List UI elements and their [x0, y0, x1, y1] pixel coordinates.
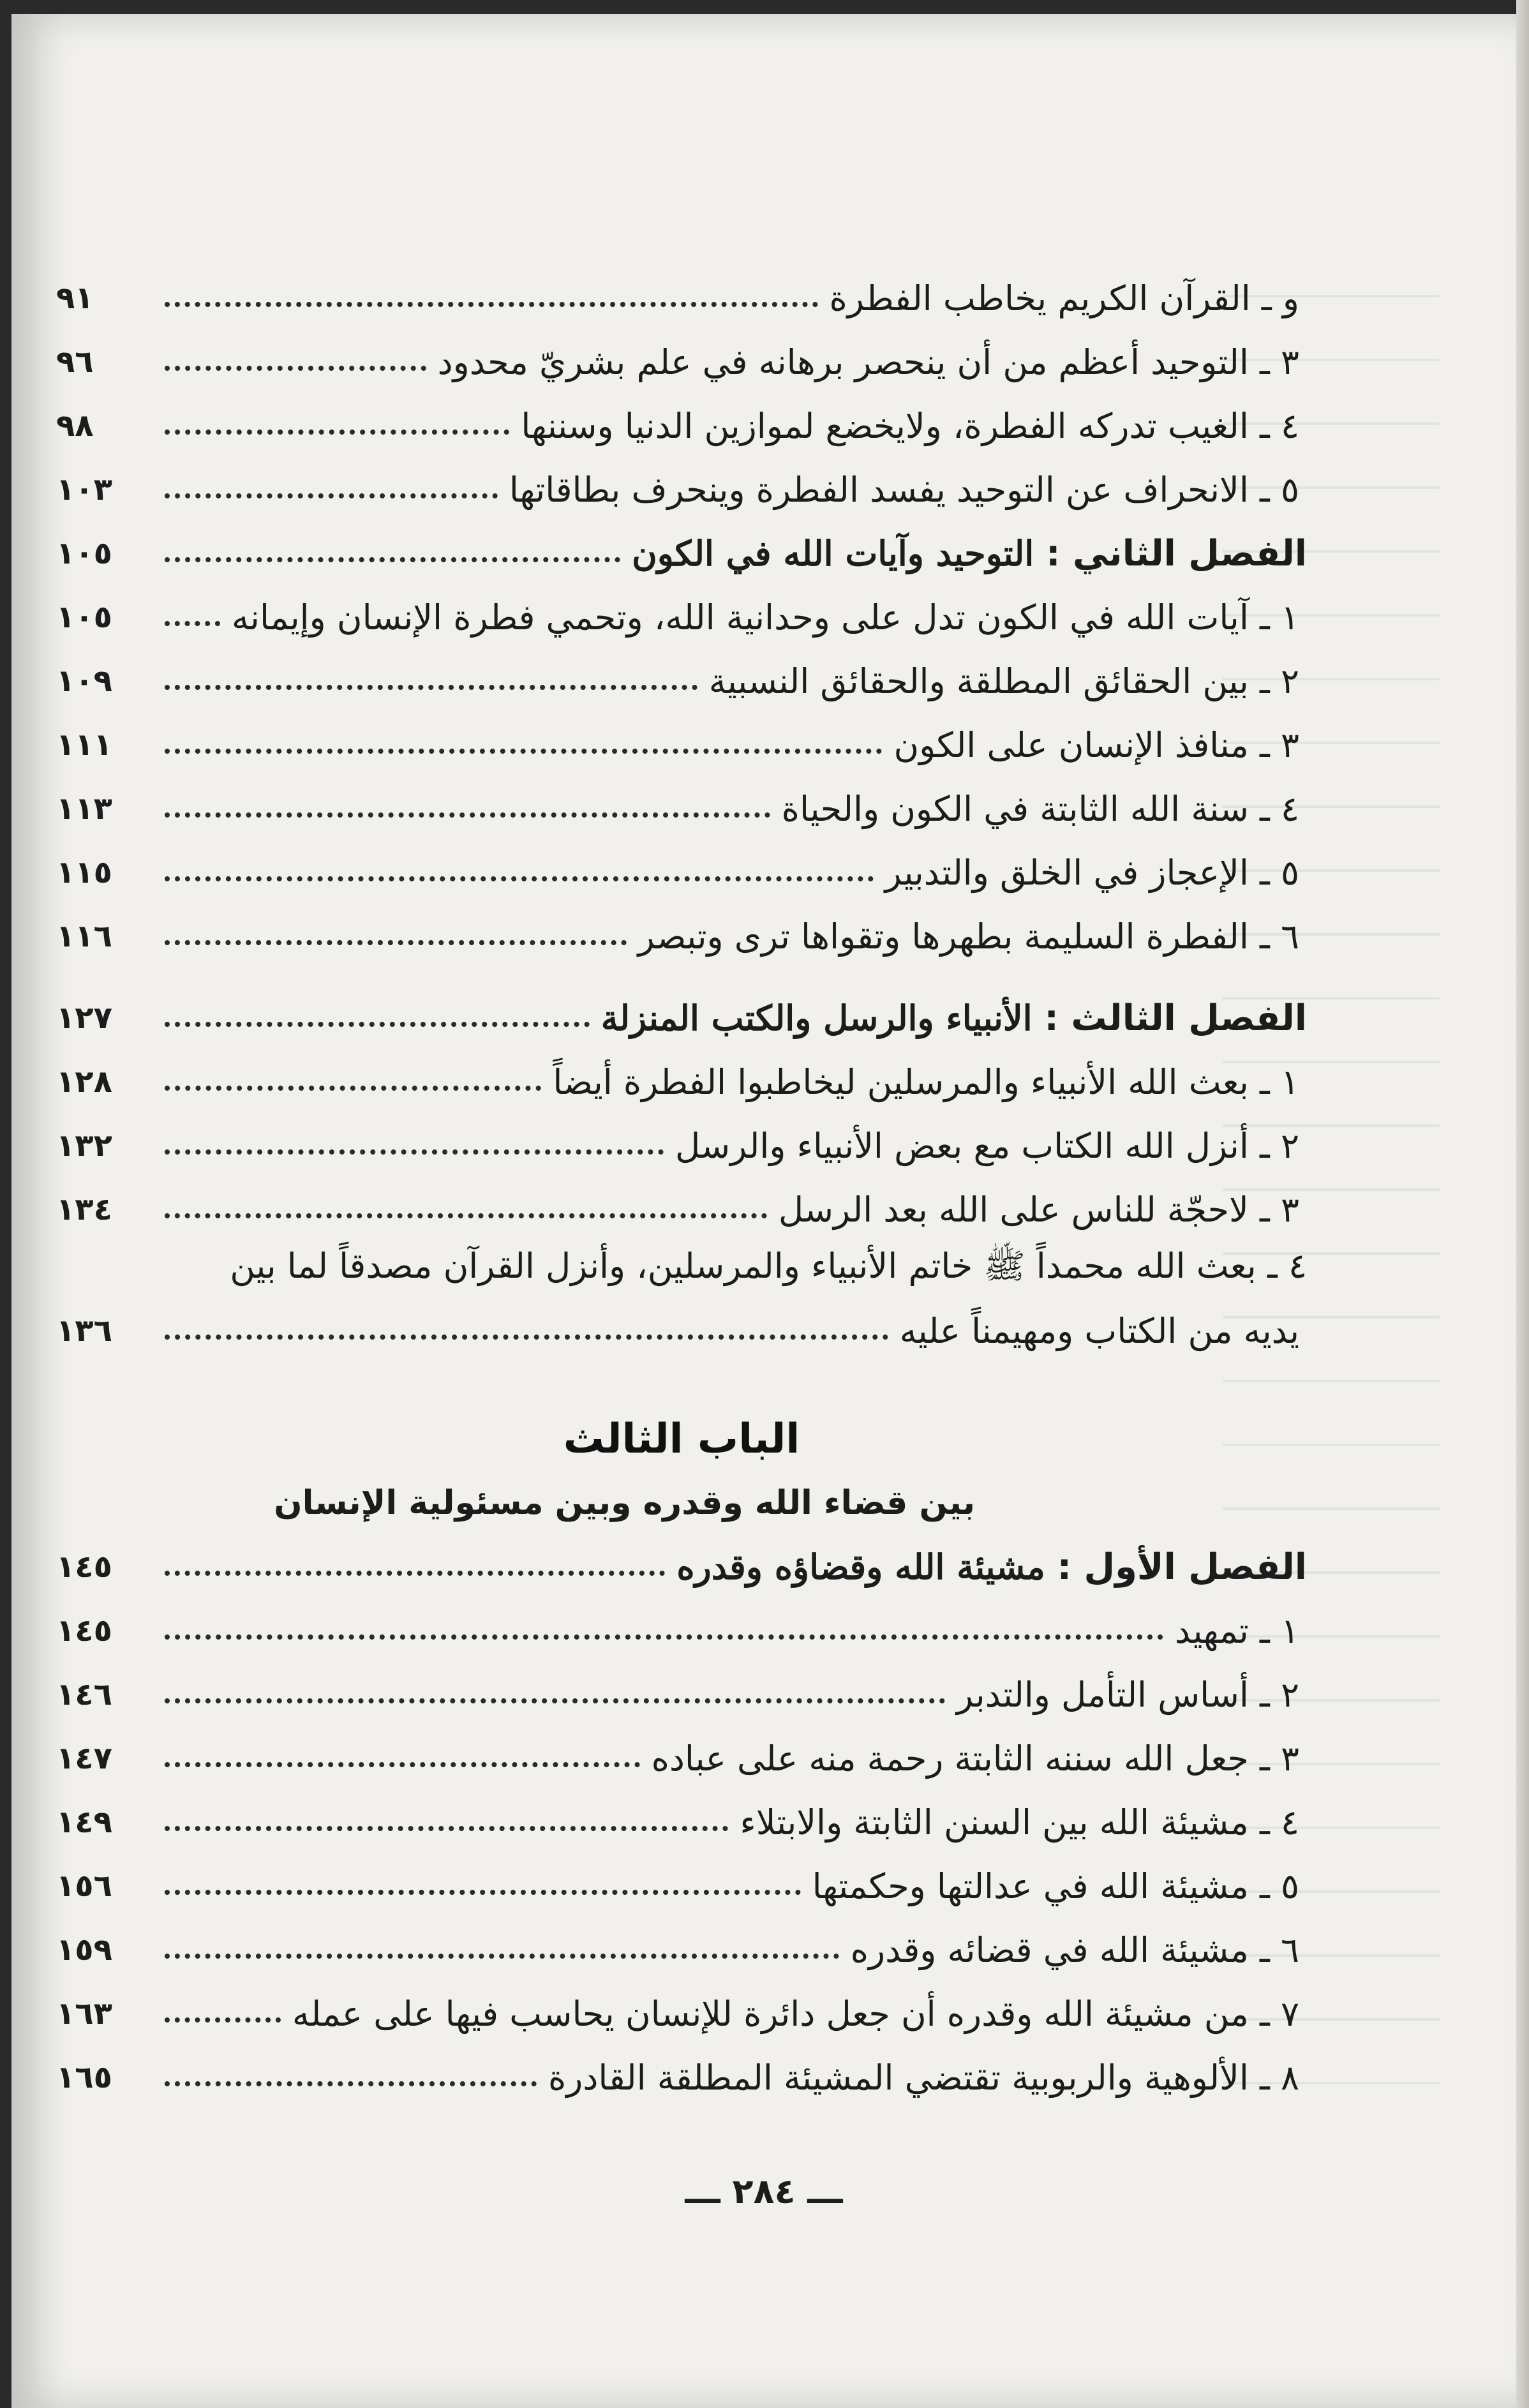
entry-page-number: ١١١	[56, 727, 112, 763]
leader-dots	[165, 812, 770, 818]
leader-dots	[165, 430, 509, 435]
entry-title: ٦ ـ مشيئة الله في قضائه وقدره	[850, 1929, 1299, 1970]
entry-title: ٤ ـ بعث الله محمداً ﷺ خاتم الأنبياء والمرسلين، وأنزل القرآن مصدقاً لما بين	[230, 1246, 1307, 1286]
toc-entry	[56, 1663, 1307, 1726]
entry-page-number: ٩٦	[56, 344, 94, 380]
entry-page-number: ١٤٥	[56, 1613, 112, 1649]
toc-entry	[56, 266, 1307, 330]
leader-dots	[165, 1571, 665, 1576]
chapter-label: الفصل الثاني :	[1046, 532, 1307, 574]
entry-title: ٦ ـ الفطرة السليمة بطهرها وتقواها ترى وتبصر	[638, 916, 1299, 957]
entry-title: ٢ ـ بين الحقائق المطلقة والحقائق النسبية	[708, 661, 1299, 701]
leader-dots	[165, 1149, 664, 1155]
entry-page-number: ١٥٦	[56, 1868, 112, 1904]
toc-entry	[56, 777, 1307, 841]
book-page	[11, 14, 1516, 2408]
toc-entry	[56, 2045, 1307, 2109]
chapter-title: مشيئة الله وقضاؤه وقدره	[676, 1546, 1045, 1587]
toc-entry	[56, 649, 1307, 713]
entry-title: ٢ ـ أساس التأمل والتدبر	[956, 1674, 1299, 1715]
entry-page-number: ١٦٥	[56, 2060, 112, 2095]
toc-chapter-heading	[56, 521, 1307, 585]
leader-dots	[165, 2017, 281, 2023]
entry-title: ٣ ـ لاحجّة للناس على الله بعد الرسل	[778, 1189, 1299, 1230]
toc-entry-wrapped-line2	[56, 1299, 1307, 1363]
entry-title: ١ ـ آيات الله في الكون تدل على وحدانية الله، وتحمي فطرة الإنسان وإيمانه	[231, 597, 1299, 638]
toc-entry	[56, 904, 1307, 968]
leader-dots	[165, 302, 818, 307]
page-number-footer: ـــ ٢٨٤ ـــ	[685, 2171, 843, 2211]
part-heading: الباب الثالث	[563, 1416, 800, 1463]
entry-title: ٥ ـ مشيئة الله في عدالتها وحكمتها	[812, 1866, 1299, 1906]
entry-page-number: ٩٨	[56, 408, 94, 444]
leader-dots	[165, 1826, 728, 1831]
entry-page-number: ١١٥	[56, 855, 112, 890]
leader-dots	[165, 557, 620, 562]
entry-title: ١ ـ بعث الله الأنبياء والمرسلين ليخاطبوا الفطرة أيضاً	[553, 1061, 1299, 1102]
toc-chapter-heading	[56, 1535, 1307, 1599]
entry-page-number: ١٢٧	[56, 1000, 112, 1036]
entry-page-number: ١٣٢	[56, 1128, 112, 1163]
entry-title: ٨ ـ الألوهية والربوبية تقتضي المشيئة المطلقة القادرة	[548, 2057, 1299, 2098]
toc-entry	[56, 1982, 1307, 2045]
toc-entry	[56, 1114, 1307, 1178]
entry-title: ٢ ـ أنزل الله الكتاب مع بعض الأنبياء والرسل	[675, 1125, 1299, 1166]
leader-dots	[165, 1634, 1163, 1640]
toc-chapter-heading	[56, 986, 1307, 1050]
leader-dots	[165, 1890, 801, 1895]
book-edge	[1516, 0, 1529, 2408]
entry-page-number: ١١٣	[56, 791, 112, 826]
toc-entry	[56, 585, 1307, 649]
leader-dots	[165, 749, 882, 754]
entry-title: ٣ ـ جعل الله سننه الثابتة رحمة منه على عباده	[651, 1738, 1299, 1779]
entry-title: ٧ ـ من مشيئة الله وقدره أن جعل دائرة للإنسان يحاسب فيها على عمله	[292, 1993, 1299, 2034]
entry-page-number: ١٣٤	[56, 1192, 112, 1227]
entry-title: ٥ ـ الانحراف عن التوحيد يفسد الفطرة وينحرف بطاقاتها	[509, 469, 1299, 510]
chapter-label: الفصل الأول :	[1057, 1546, 1307, 1588]
toc-entry	[56, 458, 1307, 521]
leader-dots	[165, 685, 697, 690]
entry-title: ٣ ـ التوحيد أعظم من أن ينحصر برهانه في علم بشريّ محدود	[437, 341, 1299, 382]
entry-page-number: ١٣٦	[56, 1313, 112, 1349]
entry-page-number: ١٦٣	[56, 1996, 112, 2031]
leader-dots	[165, 621, 220, 626]
leader-dots	[165, 1698, 945, 1703]
chapter-label: الفصل الثالث :	[1044, 997, 1307, 1039]
toc-entry	[56, 1854, 1307, 1918]
leader-dots	[165, 2081, 537, 2086]
toc-group-part2-ch1-ch2	[56, 266, 1307, 968]
toc-entry	[56, 841, 1307, 904]
toc-group-part3	[56, 1535, 1307, 2109]
toc-entry	[56, 1050, 1307, 1114]
entry-page-number: ١٤٥	[56, 1549, 112, 1585]
entry-page-number: ١٤٩	[56, 1804, 112, 1840]
toc-entry	[56, 713, 1307, 777]
leader-dots	[165, 876, 874, 881]
toc-entry-wrapped-line1	[56, 1241, 1307, 1299]
leader-dots	[165, 1762, 640, 1767]
entry-title: ٤ ـ سنة الله الثابتة في الكون والحياة	[781, 788, 1299, 829]
entry-page-number: ١٠٩	[56, 663, 112, 699]
leader-dots	[165, 1022, 590, 1027]
entry-title	[671, 1546, 1307, 1588]
chapter-title: الأنبياء والرسل والكتب المنزلة	[600, 997, 1033, 1038]
entry-page-number: ١٠٥	[56, 599, 112, 635]
leader-dots	[165, 1086, 541, 1091]
part-subtitle: بين قضاء الله وقدره وبين مسئولية الإنسان	[274, 1484, 975, 1522]
entry-title: ٥ ـ الإعجاز في الخلق والتدبير	[884, 852, 1299, 893]
entry-page-number: ١١٦	[56, 918, 112, 954]
entry-title: ٤ ـ الغيب تدركه الفطرة، ولايخضع لموازين الدنيا وسننها	[521, 405, 1299, 446]
entry-page-number: ١٢٨	[56, 1064, 112, 1100]
entry-page-number: ١٠٣	[56, 472, 112, 507]
entry-title: و ـ القرآن الكريم يخاطب الفطرة	[829, 278, 1299, 318]
toc-entry	[56, 1790, 1307, 1854]
entry-title	[627, 533, 1307, 574]
toc-entry	[56, 394, 1307, 458]
table-of-contents	[56, 266, 1307, 2109]
leader-dots	[165, 1335, 888, 1340]
entry-title: ٣ ـ منافذ الإنسان على الكون	[893, 724, 1299, 765]
leader-dots	[165, 366, 426, 371]
entry-page-number: ٩١	[56, 280, 94, 316]
toc-entry	[56, 1599, 1307, 1663]
entry-title: يديه من الكتاب ومهيمناً عليه	[899, 1310, 1299, 1351]
entry-page-number: ١٥٩	[56, 1932, 112, 1968]
entry-title: ١ ـ تمهيد	[1175, 1610, 1299, 1651]
entry-page-number: ١٠٥	[56, 535, 112, 571]
toc-entry	[56, 1726, 1307, 1790]
leader-dots	[165, 1954, 839, 1959]
entry-title: ٤ ـ مشيئة الله بين السنن الثابتة والابتلاء	[740, 1802, 1299, 1843]
toc-entry	[56, 1918, 1307, 1982]
leader-dots	[165, 940, 627, 945]
toc-group-ch3	[56, 986, 1307, 1241]
entry-page-number: ١٤٦	[56, 1677, 112, 1712]
toc-entry	[56, 330, 1307, 394]
chapter-title: التوحيد وآيات الله في الكون	[632, 532, 1034, 574]
leader-dots	[165, 1213, 767, 1218]
entry-title	[596, 998, 1307, 1039]
entry-page-number: ١٤٧	[56, 1740, 112, 1776]
toc-entry	[56, 1178, 1307, 1241]
leader-dots	[165, 493, 498, 498]
